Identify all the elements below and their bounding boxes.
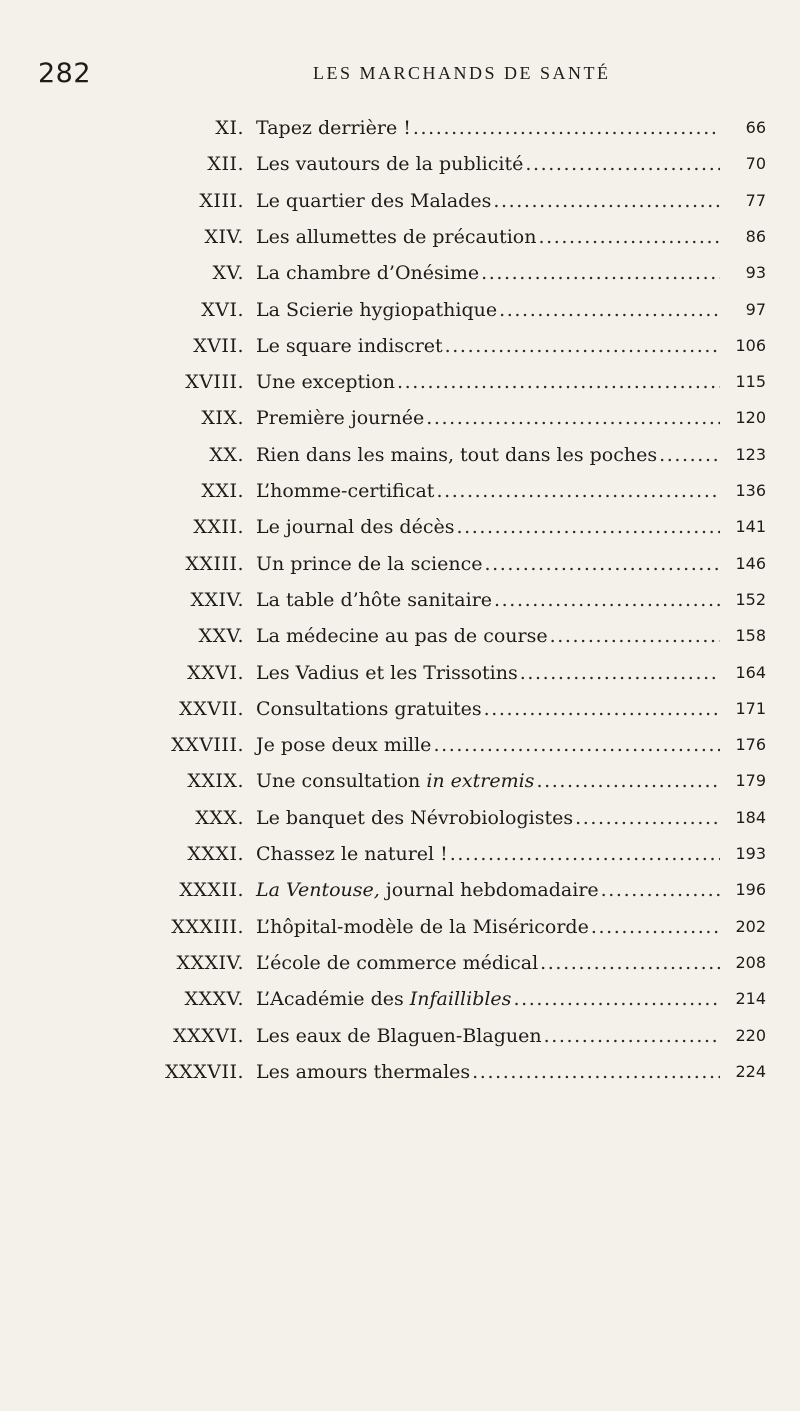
chapter-number: XXV. [198, 625, 244, 648]
leader-dots [397, 367, 720, 397]
toc-entry [0, 694, 800, 724]
chapter-number: XXXVII. [165, 1060, 244, 1083]
toc-entry [0, 875, 800, 905]
toc-entry [0, 186, 800, 216]
page-reference: 70 [745, 154, 766, 174]
leader-dots [544, 1021, 720, 1051]
toc-entry [0, 403, 800, 433]
leader-dots [513, 984, 720, 1014]
page-reference: 208 [735, 952, 766, 972]
chapter-title-italic: in extremis [426, 770, 535, 793]
page-reference: 171 [735, 698, 766, 718]
chapter-number: XIX. [201, 407, 244, 430]
chapter-title: L’école de commerce médical [256, 951, 539, 974]
chapter-number: XI. [215, 117, 244, 139]
leader-dots [494, 585, 720, 615]
page-reference: 184 [735, 807, 766, 827]
chapter-number: XII. [207, 153, 244, 176]
chapter-title: La Scierie hygiopathique [256, 298, 498, 321]
page-reference: 106 [735, 335, 766, 355]
toc-entry [0, 621, 800, 651]
page-reference: 224 [735, 1061, 766, 1081]
toc-entry [0, 113, 800, 143]
chapter-number: XXXII. [179, 879, 244, 902]
chapter-title: Un prince de la science [256, 552, 483, 575]
chapter-title: Le quartier des Malades [256, 189, 492, 212]
leader-dots [536, 766, 720, 796]
leader-dots [436, 476, 720, 506]
chapter-number: XIII. [199, 189, 244, 212]
leader-dots [433, 730, 720, 760]
leader-dots [550, 621, 720, 651]
page-reference: 179 [735, 771, 766, 791]
chapter-title-italic: Infaillibles [409, 988, 512, 1011]
chapter-title: La médecine au pas de course [256, 625, 548, 648]
leader-dots [484, 694, 720, 724]
page-number: 282 [38, 58, 92, 89]
chapter-title: Première journée [256, 407, 425, 430]
chapter-number: XXVIII. [171, 734, 244, 757]
leader-dots [525, 149, 720, 179]
toc-entry [0, 984, 800, 1014]
chapter-title: Consultations gratuites [256, 697, 482, 720]
chapter-number: XXXV. [184, 988, 244, 1011]
chapter-number: XVI. [201, 298, 244, 321]
chapter-title: Une consultation in extremis [256, 770, 535, 793]
page-reference: 141 [735, 517, 766, 537]
chapter-title: Les Vadius et les Trissotins [256, 661, 518, 684]
leader-dots [591, 912, 720, 942]
leader-dots [472, 1057, 720, 1087]
chapter-title: L’hôpital-modèle de la Miséricorde [256, 915, 589, 938]
toc-entry [0, 440, 800, 470]
chapter-title: Le square indiscret [256, 334, 443, 357]
page-reference: 146 [735, 553, 766, 573]
chapter-number: XXI. [201, 480, 244, 502]
page-reference: 214 [735, 989, 766, 1009]
toc-entry [0, 658, 800, 688]
leader-dots [575, 803, 720, 833]
toc-entry [0, 367, 800, 397]
toc-entry [0, 1021, 800, 1051]
leader-dots [413, 113, 720, 143]
leader-dots [601, 875, 720, 905]
leader-dots [445, 331, 720, 361]
chapter-title: La table d’hôte sanitaire [256, 588, 493, 611]
chapter-number: XVII. [193, 334, 244, 357]
chapter-title: L’Académie des Infaillibles [256, 988, 512, 1011]
leader-dots [485, 549, 721, 579]
chapter-title: La chambre d’Onésime [256, 262, 480, 285]
page-reference: 176 [735, 735, 766, 755]
toc-entry [0, 803, 800, 833]
page-reference: 164 [735, 662, 766, 682]
chapter-title: Chassez le naturel ! [256, 843, 448, 865]
chapter-title: Le banquet des Névrobiologistes [256, 806, 574, 829]
page-reference: 77 [745, 190, 766, 210]
chapter-number: XXXVI. [173, 1024, 244, 1047]
toc-entry [0, 730, 800, 760]
toc-entry [0, 512, 800, 542]
toc-entry [0, 948, 800, 978]
page-header [38, 58, 738, 94]
chapter-number: XXXI. [187, 843, 244, 865]
chapter-title: Les vautours de la publicité [256, 153, 524, 176]
chapter-number: XXX. [195, 806, 244, 829]
page-reference: 97 [745, 299, 766, 319]
chapter-title: Tapez derrière ! [256, 117, 411, 139]
page-reference: 193 [735, 844, 766, 863]
chapter-number: XXIV. [190, 588, 244, 611]
toc-entry [0, 476, 800, 506]
page-reference: 152 [735, 589, 766, 609]
leader-dots [456, 512, 720, 542]
leader-dots [493, 186, 720, 216]
page-reference: 220 [735, 1025, 766, 1045]
page-reference: 86 [745, 226, 766, 246]
toc-entry [0, 295, 800, 325]
chapter-number: XXXIV. [176, 951, 244, 974]
leader-dots [481, 258, 720, 288]
leader-dots [538, 222, 720, 252]
chapter-number: XXIII. [185, 552, 244, 575]
leader-dots [450, 839, 720, 869]
toc-entry [0, 549, 800, 579]
chapter-number: XXXIII. [171, 915, 244, 938]
chapter-number: XXVII. [179, 697, 244, 720]
chapter-title: Le journal des décès [256, 516, 455, 539]
chapter-title: Les allumettes de précaution [256, 225, 537, 248]
leader-dots [520, 658, 720, 688]
page-reference: 196 [735, 880, 766, 900]
running-title: LES MARCHANDS DE SANTÉ [313, 63, 611, 83]
leader-dots [659, 440, 720, 470]
leader-dots [540, 948, 720, 978]
toc-entry [0, 258, 800, 288]
toc-entry [0, 149, 800, 179]
chapter-title-italic: La Ventouse, [256, 879, 380, 902]
chapter-number: XVIII. [185, 371, 244, 394]
page-reference: 115 [735, 372, 766, 392]
chapter-title: L’homme-certificat [256, 480, 435, 502]
chapter-number: XIV. [204, 225, 244, 248]
chapter-number: XXVI. [187, 661, 244, 684]
chapter-number: XV. [212, 262, 244, 285]
chapter-title: La Ventouse, journal hebdomadaire [256, 879, 599, 902]
leader-dots [499, 295, 720, 325]
leader-dots [426, 403, 720, 433]
toc-entry [0, 331, 800, 361]
toc-entry [0, 1057, 800, 1087]
chapter-title: Les eaux de Blaguen-Blaguen [256, 1024, 542, 1047]
toc-entry [0, 766, 800, 796]
chapter-number: XX. [209, 443, 244, 466]
chapter-number: XXIX. [187, 770, 244, 793]
chapter-title: Une exception [256, 371, 395, 394]
page-reference: 123 [735, 444, 766, 464]
page-reference: 158 [735, 626, 766, 646]
toc-entry [0, 222, 800, 252]
page-reference: 66 [745, 118, 766, 137]
page-reference: 136 [735, 481, 766, 500]
toc-entry [0, 585, 800, 615]
toc-entry [0, 912, 800, 942]
toc-entry [0, 839, 800, 869]
page-reference: 93 [745, 263, 766, 283]
chapter-title: Rien dans les mains, tout dans les poches [256, 443, 658, 466]
chapter-number: XXII. [193, 516, 244, 539]
page-reference: 120 [735, 408, 766, 428]
chapter-title: Je pose deux mille [256, 734, 432, 757]
chapter-title: Les amours thermales [256, 1060, 471, 1083]
page-reference: 202 [735, 916, 766, 936]
